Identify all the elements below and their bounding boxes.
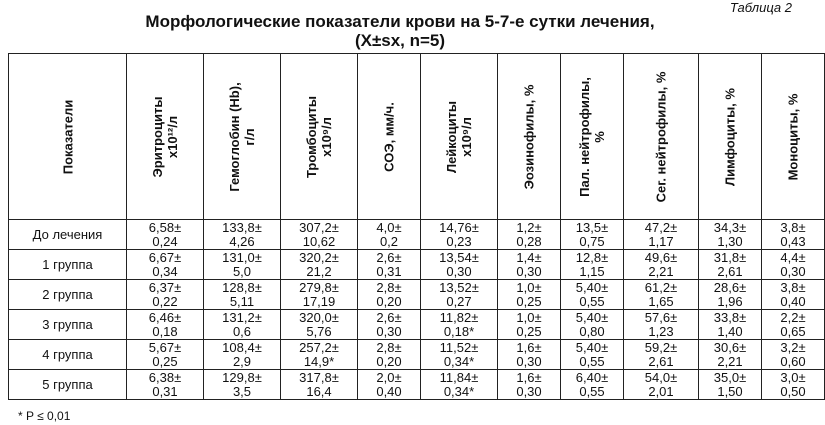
footnote: * P ≤ 0,01 [18,409,71,423]
cell-error: 2,61 [717,263,743,279]
row-label: 2 группа [9,280,127,310]
table-cell [127,220,204,250]
cell-mean: 6,40± [575,369,609,385]
column-header [281,54,358,220]
cell-error: 0,20 [376,353,402,369]
cell-mean: 1,2± [516,219,542,235]
column-header [358,54,421,220]
cell-error: 21,2 [306,263,332,279]
table-cell [762,340,825,370]
table-cell [358,340,421,370]
column-header [561,54,624,220]
cell-mean: 1,6± [516,369,542,385]
cell-mean: 307,2± [299,219,339,235]
cell-mean: 33,8± [713,309,747,325]
table-cell [624,280,699,310]
table-cell [204,340,281,370]
cell-error: 1,40 [717,323,743,339]
data-table [8,53,825,400]
header-line: Показатели [60,99,75,174]
table-cell [624,250,699,280]
header-unit: x10⁹/л [319,116,334,157]
table-cell [561,340,624,370]
column-header-label [654,71,669,202]
table-cell [624,220,699,250]
table-cell [699,310,762,340]
header-line: Лейкоциты [444,100,459,173]
cell-error: 0,25 [152,353,178,369]
cell-error: 0,28 [516,233,542,249]
table-cell [358,370,421,400]
cell-mean: 11,84± [439,369,479,385]
cell-error: 0,24 [152,233,178,249]
cell-error: 0,18 [152,323,178,339]
table-cell [699,220,762,250]
table-row [9,220,825,250]
cell-mean: 133,8± [222,219,262,235]
table-cell [561,220,624,250]
cell-mean: 5,40± [575,279,609,295]
table-cell [127,340,204,370]
table-cell [624,370,699,400]
cell-mean: 320,2± [299,249,339,265]
column-header-label [444,100,474,172]
cell-error: 0,22 [152,293,178,309]
cell-mean: 59,2± [644,339,678,355]
cell-mean: 13,5± [575,219,609,235]
header-line: Моноциты, % [785,93,801,180]
header-line: Пал. нейтрофилы, [577,76,592,197]
row-label: 5 группа [9,370,127,400]
cell-error: 0,55 [579,383,605,399]
cell-mean: 35,0± [713,369,747,385]
cell-error: 17,19 [302,293,336,309]
cell-mean: 11,82± [439,309,479,325]
header-line: Тромбоциты [304,95,319,178]
cell-mean: 1,6± [516,339,542,355]
table-cell [699,370,762,400]
cell-error: 0,65 [780,323,806,339]
cell-error: 1,17 [648,233,674,249]
column-header-label [227,82,257,191]
cell-error: 5,76 [306,323,332,339]
table-cell [204,220,281,250]
table-cell [498,280,561,310]
table-cell [762,220,825,250]
column-header [127,54,204,220]
cell-error: 5,0 [232,263,252,279]
cell-mean: 34,3± [713,219,747,235]
cell-mean: 6,37± [148,279,182,295]
cell-mean: 5,40± [575,309,609,325]
cell-error: 0,30 [516,353,542,369]
table-title: Морфологические показатели крови на 5-7-е сутки лечения, [145,12,655,31]
table-row [9,370,825,400]
cell-mean: 2,8± [376,339,402,355]
cell-mean: 3,8± [780,279,806,295]
cell-error: 0,30 [516,263,542,279]
column-header-label [723,88,738,186]
cell-error: 2,21 [717,353,743,369]
table-cell [281,310,358,340]
header-line: Сег. нейтрофилы, % [653,71,669,202]
table-cell [624,310,699,340]
table-cell [281,220,358,250]
cell-mean: 2,8± [376,279,402,295]
table-cell [127,310,204,340]
table-cell [204,280,281,310]
cell-error: 0,34* [443,353,475,369]
cell-error: 0,23 [446,233,472,249]
cell-error: 0,60 [780,353,806,369]
cell-error: 2,9 [232,353,252,369]
table-cell [498,340,561,370]
table-cell [421,220,498,250]
cell-mean: 6,38± [148,369,182,385]
cell-mean: 108,4± [222,339,262,355]
cell-mean: 131,0± [222,249,262,265]
column-header-label [522,84,537,189]
cell-mean: 3,8± [780,219,806,235]
cell-error: 0,25 [516,323,542,339]
cell-mean: 131,2± [222,309,262,325]
cell-error: 2,21 [648,263,674,279]
table-cell [204,250,281,280]
cell-error: 0,40 [780,293,806,309]
table-cell [762,280,825,310]
table-row [9,340,825,370]
cell-mean: 49,6± [644,249,678,265]
table-subtitle: (X±sx, n=5) [354,31,446,50]
cell-mean: 14,76± [439,219,479,235]
table-cell [127,250,204,280]
cell-mean: 57,6± [644,309,678,325]
cell-error: 0,75 [579,233,605,249]
cell-error: 0,27 [446,293,472,309]
table-cell [561,250,624,280]
cell-error: 2,61 [648,353,674,369]
column-header [624,54,699,220]
cell-error: 4,26 [229,233,255,249]
cell-mean: 257,2± [299,339,339,355]
table-cell [204,370,281,400]
column-header [421,54,498,220]
column-header [762,54,825,220]
cell-error: 1,65 [648,293,674,309]
table-cell [561,280,624,310]
cell-error: 1,23 [648,323,674,339]
cell-error: 0,30 [516,383,542,399]
cell-error: 0,31 [152,383,178,399]
cell-error: 0,55 [579,353,605,369]
cell-mean: 5,67± [148,339,182,355]
column-header [699,54,762,220]
cell-mean: 12,8± [575,249,609,265]
table-cell [281,370,358,400]
table-row [9,280,825,310]
cell-error: 14,9* [303,353,335,369]
table-cell [421,340,498,370]
row-label: До лечения [9,220,127,250]
table-cell [624,340,699,370]
cell-error: 1,50 [717,383,743,399]
cell-error: 0,43 [780,233,806,249]
cell-error: 0,55 [579,293,605,309]
table-cell [762,310,825,340]
cell-error: 0,30 [376,323,402,339]
header-unit: x10⁹/л [459,116,474,157]
cell-mean: 129,8± [222,369,262,385]
cell-mean: 13,54± [439,249,479,265]
header-line: Эритроциты [150,96,165,177]
table-cell [498,250,561,280]
table-cell [127,370,204,400]
column-header-label [382,102,397,172]
cell-mean: 6,46± [148,309,182,325]
cell-mean: 13,52± [439,279,479,295]
column-header [498,54,561,220]
cell-error: 2,01 [648,383,674,399]
header-row [9,54,825,220]
header-unit: x10¹²/л [165,115,180,158]
cell-error: 1,96 [717,293,743,309]
table-cell [281,340,358,370]
header-unit: % [592,130,607,143]
table-cell [358,280,421,310]
table-row [9,310,825,340]
cell-error: 5,11 [229,293,255,309]
cell-error: 1,15 [579,263,605,279]
table-row [9,250,825,280]
column-header-label [150,96,180,177]
cell-mean: 30,6± [713,339,747,355]
table-cell [204,310,281,340]
table-cell [561,370,624,400]
header-line: Гемоглобин (Hb), [227,81,242,192]
table-cell [762,370,825,400]
cell-mean: 11,52± [439,339,479,355]
table-cell [498,220,561,250]
cell-error: 0,34 [152,263,178,279]
cell-error: 0,6 [232,323,252,339]
cell-mean: 3,0± [780,369,806,385]
cell-error: 1,30 [717,233,743,249]
table-cell [762,250,825,280]
table-cell [421,280,498,310]
cell-mean: 4,0± [376,219,402,235]
cell-mean: 5,40± [575,339,609,355]
cell-error: 0,40 [376,383,402,399]
cell-mean: 128,8± [222,279,262,295]
cell-error: 3,5 [232,383,252,399]
cell-mean: 2,0± [376,369,402,385]
table-cell [498,370,561,400]
row-label: 1 группа [9,250,127,280]
cell-mean: 4,4± [780,249,806,265]
column-header-label [304,95,334,177]
cell-mean: 47,2± [644,219,678,235]
table-cell [699,340,762,370]
cell-mean: 28,6± [713,279,747,295]
cell-error: 0,30 [780,263,806,279]
cell-mean: 1,4± [516,249,542,265]
header-unit: г/л [242,127,257,146]
table-cell [421,370,498,400]
column-header-label [577,77,607,197]
table-cell [281,250,358,280]
header-line: СОЭ, мм/ч. [381,101,397,172]
cell-mean: 3,2± [780,339,806,355]
cell-mean: 320,0± [299,309,339,325]
column-header-label [60,99,75,174]
header-line: Лимфоциты, % [722,87,738,186]
cell-error: 0,80 [579,323,605,339]
table-cell [699,250,762,280]
header-line: Эозинофилы, % [521,84,537,189]
cell-mean: 2,6± [376,249,402,265]
table-cell [358,250,421,280]
row-label: 4 группа [9,340,127,370]
cell-mean: 279,8± [299,279,339,295]
row-label: 3 группа [9,310,127,340]
cell-error: 0,18* [443,323,475,339]
table-cell [358,310,421,340]
cell-mean: 1,0± [516,309,542,325]
cell-mean: 1,0± [516,279,542,295]
table-cell [498,310,561,340]
cell-mean: 54,0± [644,369,678,385]
table-cell [421,310,498,340]
cell-error: 0,30 [446,263,472,279]
column-header [9,54,127,220]
column-header [204,54,281,220]
cell-mean: 6,67± [148,249,182,265]
table-cell [561,310,624,340]
table-cell [358,220,421,250]
cell-error: 0,2 [379,233,399,249]
cell-mean: 2,6± [376,309,402,325]
cell-error: 0,31 [376,263,402,279]
table-number: Таблица 2 [729,0,792,15]
cell-mean: 31,8± [713,249,747,265]
cell-error: 0,34* [443,383,475,399]
cell-mean: 61,2± [644,279,678,295]
table-cell [281,280,358,310]
cell-error: 0,50 [780,383,806,399]
cell-error: 0,25 [516,293,542,309]
column-header-label [786,93,801,180]
table-cell [421,250,498,280]
cell-mean: 2,2± [780,309,806,325]
cell-error: 10,62 [302,233,336,249]
table-cell [699,280,762,310]
cell-mean: 6,58± [148,219,182,235]
table-cell [127,280,204,310]
cell-error: 16,4 [306,383,332,399]
cell-mean: 317,8± [299,369,339,385]
cell-error: 0,20 [376,293,402,309]
